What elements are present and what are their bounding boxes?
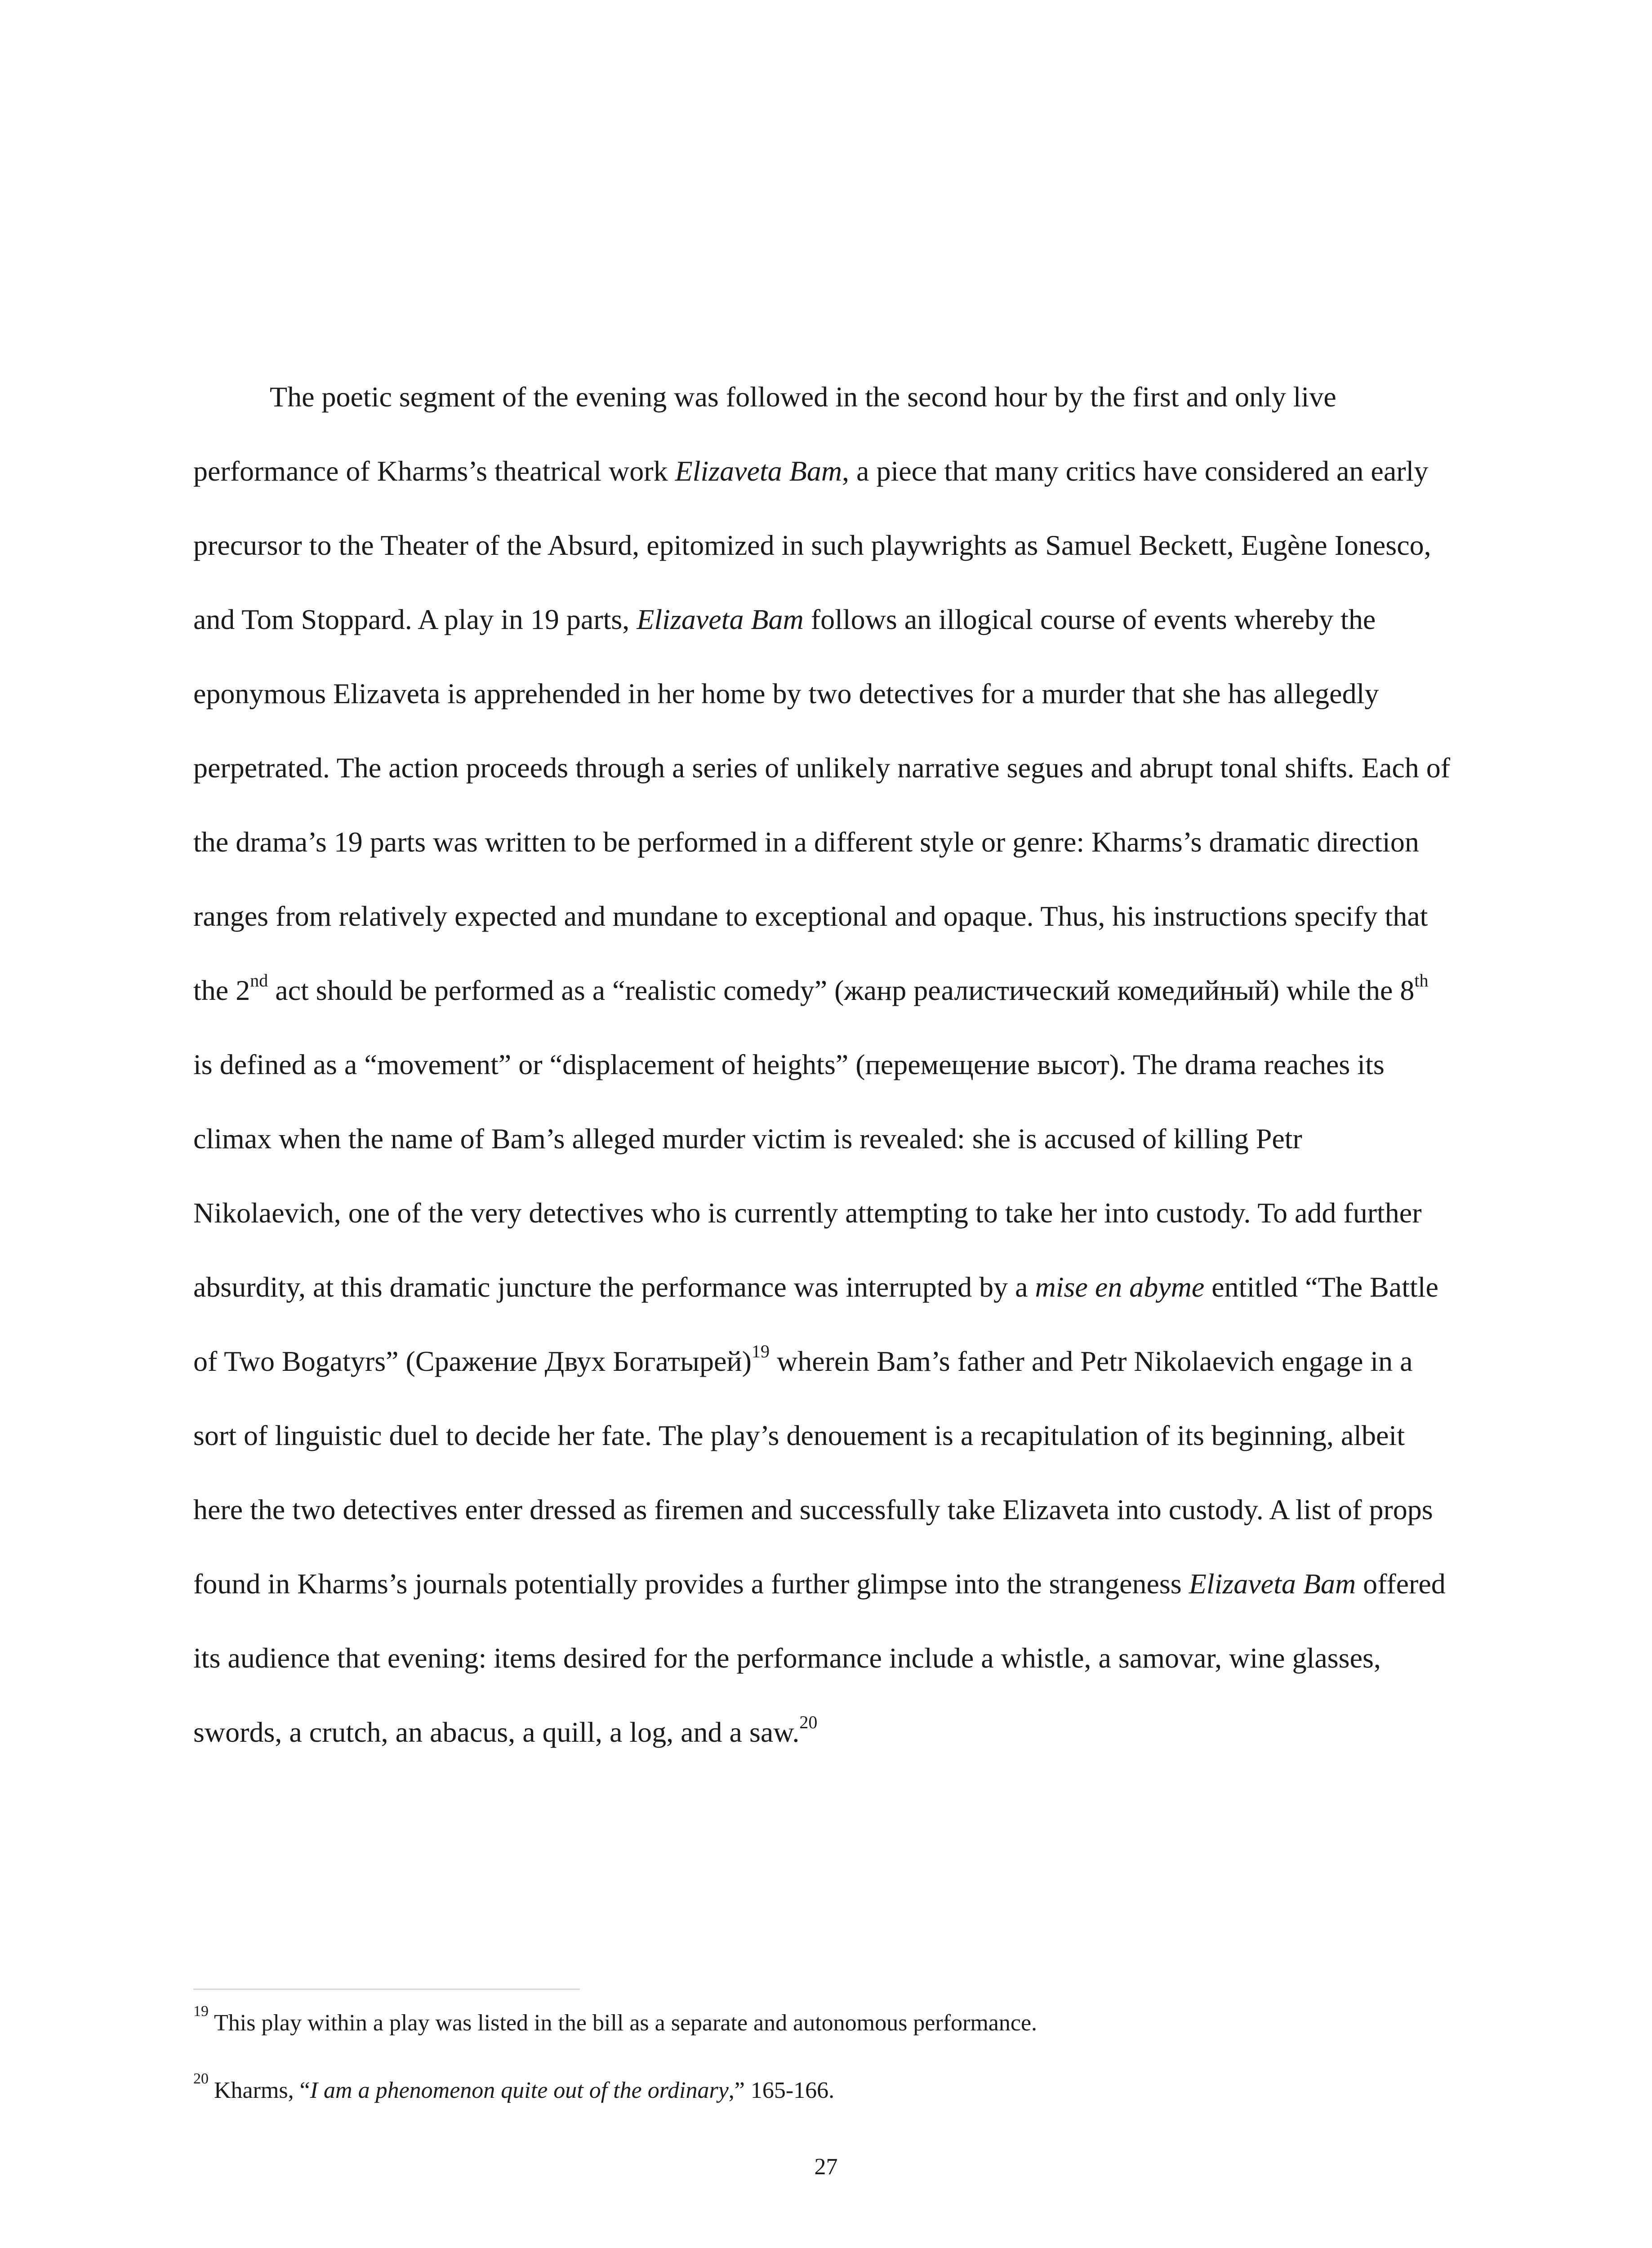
body-paragraph: [193, 360, 1452, 1769]
footnote-number: 20: [193, 2070, 209, 2087]
footnote-text: This play within a play was listed in the bill as a separate and autonomous performance.: [214, 2010, 1038, 2036]
paragraph-text-3: follows an illogical course of events whereby the eponymous Elizaveta is apprehended in her home by two detectives for a murder that she has allegedly perpetrated. The action proceeds through a series of unlikely narrative segues and abrupt tonal shifts. Each of the drama’s 19 parts was written to be performed in a different style or genre: Kharms’s dramatic direction ranges from relatively expected and mundane to exceptional and opaque. Thus, his instructions specify that the 2: [193, 603, 1451, 1006]
play-title-italic: Elizaveta Bam: [637, 603, 804, 635]
footnote-separator: [193, 1989, 580, 1990]
footnote-text: ,” 165-166.: [728, 2078, 835, 2103]
footnotes: [193, 2003, 1452, 2145]
paragraph-text-1: The poetic segment of the evening was followed in the second hour by the first and only live performance of Kharms’s theatrical work: [193, 381, 1336, 487]
ordinal-suffix: nd: [250, 970, 268, 990]
footnote-number: 19: [193, 2003, 209, 2020]
play-title-italic: Elizaveta Bam: [1189, 1568, 1356, 1600]
ordinal-suffix: th: [1414, 970, 1429, 990]
term-italic: mise en abyme: [1035, 1271, 1205, 1303]
footnote-text: Kharms, “: [214, 2078, 310, 2103]
paragraph-text-2: , a piece that many critics have considered an early precursor to the Theater of the Absurd, epitomized in such playwrights as Samuel Beckett, Eugène Ionesco, and Tom Stoppard. A play in 19 parts,: [193, 455, 1431, 635]
page-number: 27: [814, 2154, 838, 2180]
paragraph-text-7: wherein Bam’s father and Petr Nikolaevich engage in a sort of linguistic duel to decide her fate. The play’s denouement is a recapitulation of its beginning, albeit here the two detectives enter dressed as firemen and successfully take Elizaveta into custody. A list of props found in Kharms’s journals potentially provides a further glimpse into the strangeness: [193, 1345, 1433, 1600]
play-title-italic: Elizaveta Bam: [675, 455, 842, 487]
footnote-19: [193, 2003, 1452, 2037]
paragraph-text-5: is defined as a “movement” or “displacement of heights” (перемещение высот). The drama reaches its climax when the name of Bam’s alleged murder victim is revealed: she is accused of killing Petr Nikolaevich, one of the very detectives who is currently attempting to take her into custody. To add further absurdity, at this dramatic juncture the performance was interrupted by a: [193, 1048, 1422, 1303]
paragraph-text-6: entitled “The Battle of Two Bogatyrs” (Сражение Двух Богатырей): [193, 1271, 1438, 1377]
paragraph-text-8: offered its audience that evening: items desired for the performance include a whistle, a samovar, wine glasses, swords, a crutch, an abacus, a quill, a log, and a saw.: [193, 1568, 1446, 1748]
footnote-20: [193, 2070, 1452, 2104]
footnote-ref-19[interactable]: 19: [751, 1341, 770, 1361]
paragraph-text-4: act should be performed as a “realistic comedy” (жанр реалистический комедийный) while the 8: [268, 974, 1415, 1006]
footnote-italic-title: I am a phenomenon quite out of the ordinary: [310, 2078, 729, 2103]
footnote-ref-20[interactable]: 20: [799, 1712, 818, 1732]
